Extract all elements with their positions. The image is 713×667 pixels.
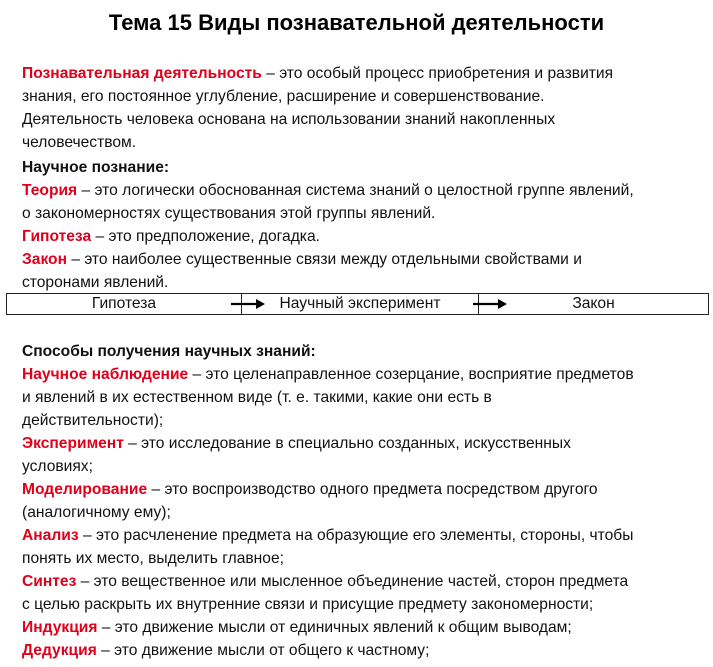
term-law: Закон [22, 251, 67, 268]
analysis-line-2: понять их место, выделить главное; [22, 550, 284, 567]
term-modeling: Моделирование [22, 481, 148, 498]
term-experiment: Эксперимент [22, 435, 124, 452]
intro-line-3: Деятельность человека основана на использовании знаний накопленных [22, 111, 556, 128]
scientific-heading: Научное познание: [22, 159, 170, 176]
right-arrow-icon [472, 297, 508, 311]
intro-line-1: – это особый процесс приобретения и развития [261, 65, 614, 82]
law-line-1: – это наиболее существенные связи между отдельными свойствами и [66, 251, 582, 268]
term-induction: Индукция [22, 619, 98, 636]
page-title: Тема 15 Виды познавательной деятельности [108, 10, 605, 35]
methods-section [22, 340, 702, 662]
observation-line-2: и явлений в их естественном виде (т. е. такими, какие они есть в [22, 389, 492, 406]
flow-step-hypothesis: Гипотеза [7, 294, 242, 314]
synthesis-line-1: – это вещественное или мысленное объединение частей, сторон предмета [76, 573, 629, 590]
deduction-text: – это движение мысли от общего к частному; [96, 642, 430, 659]
experiment-line-1: – это исследование в специально созданных, искусственных [123, 435, 571, 452]
analysis-line-1: – это расчленение предмета на образующие его элементы, стороны, чтобы [78, 527, 634, 544]
modeling-line-1: – это воспроизводство одного предмета посредством другого [147, 481, 598, 498]
flow-step-experiment: Научный эксперимент [242, 294, 479, 314]
theory-line-2: о закономерностях существования этой группы явлений. [22, 205, 436, 222]
intro-line-4: человечеством. [22, 134, 137, 151]
term-theory: Теория [22, 182, 78, 199]
cognition-flow-table [6, 293, 709, 315]
term-hypothesis: Гипотеза [22, 228, 92, 245]
law-line-2: сторонами явлений. [22, 274, 169, 291]
induction-text: – это движение мысли от единичных явлений к общим выводам; [97, 619, 572, 636]
flow-step-law: Закон [572, 295, 615, 312]
intro-line-2: знания, его постоянное углубление, расширение и совершенствование. [22, 88, 545, 105]
modeling-line-2: (аналогичному ему); [22, 504, 171, 521]
intro-paragraph [22, 62, 702, 154]
term-synthesis: Синтез [22, 573, 77, 590]
experiment-line-2: условиях; [22, 458, 93, 475]
scientific-cognition-section [22, 156, 702, 294]
methods-heading: Способы получения научных знаний: [22, 343, 316, 360]
term-deduction: Дедукция [22, 642, 97, 659]
right-arrow-icon [230, 297, 266, 311]
synthesis-line-2: с целью раскрыть их внутренние связи и присущие предмету закономерности; [22, 596, 594, 613]
observation-line-3: действительности); [22, 412, 164, 429]
term-observation: Научное наблюдение [22, 366, 189, 383]
term-analysis: Анализ [22, 527, 79, 544]
theory-line-1: – это логически обоснованная система знаний о целостной группе явлений, [77, 182, 634, 199]
term-cognitive-activity: Познавательная деятельность [22, 65, 262, 82]
observation-line-1: – это целенаправленное созерцание, восприятие предметов [188, 366, 634, 383]
hypothesis-text: – это предположение, догадка. [91, 228, 320, 245]
